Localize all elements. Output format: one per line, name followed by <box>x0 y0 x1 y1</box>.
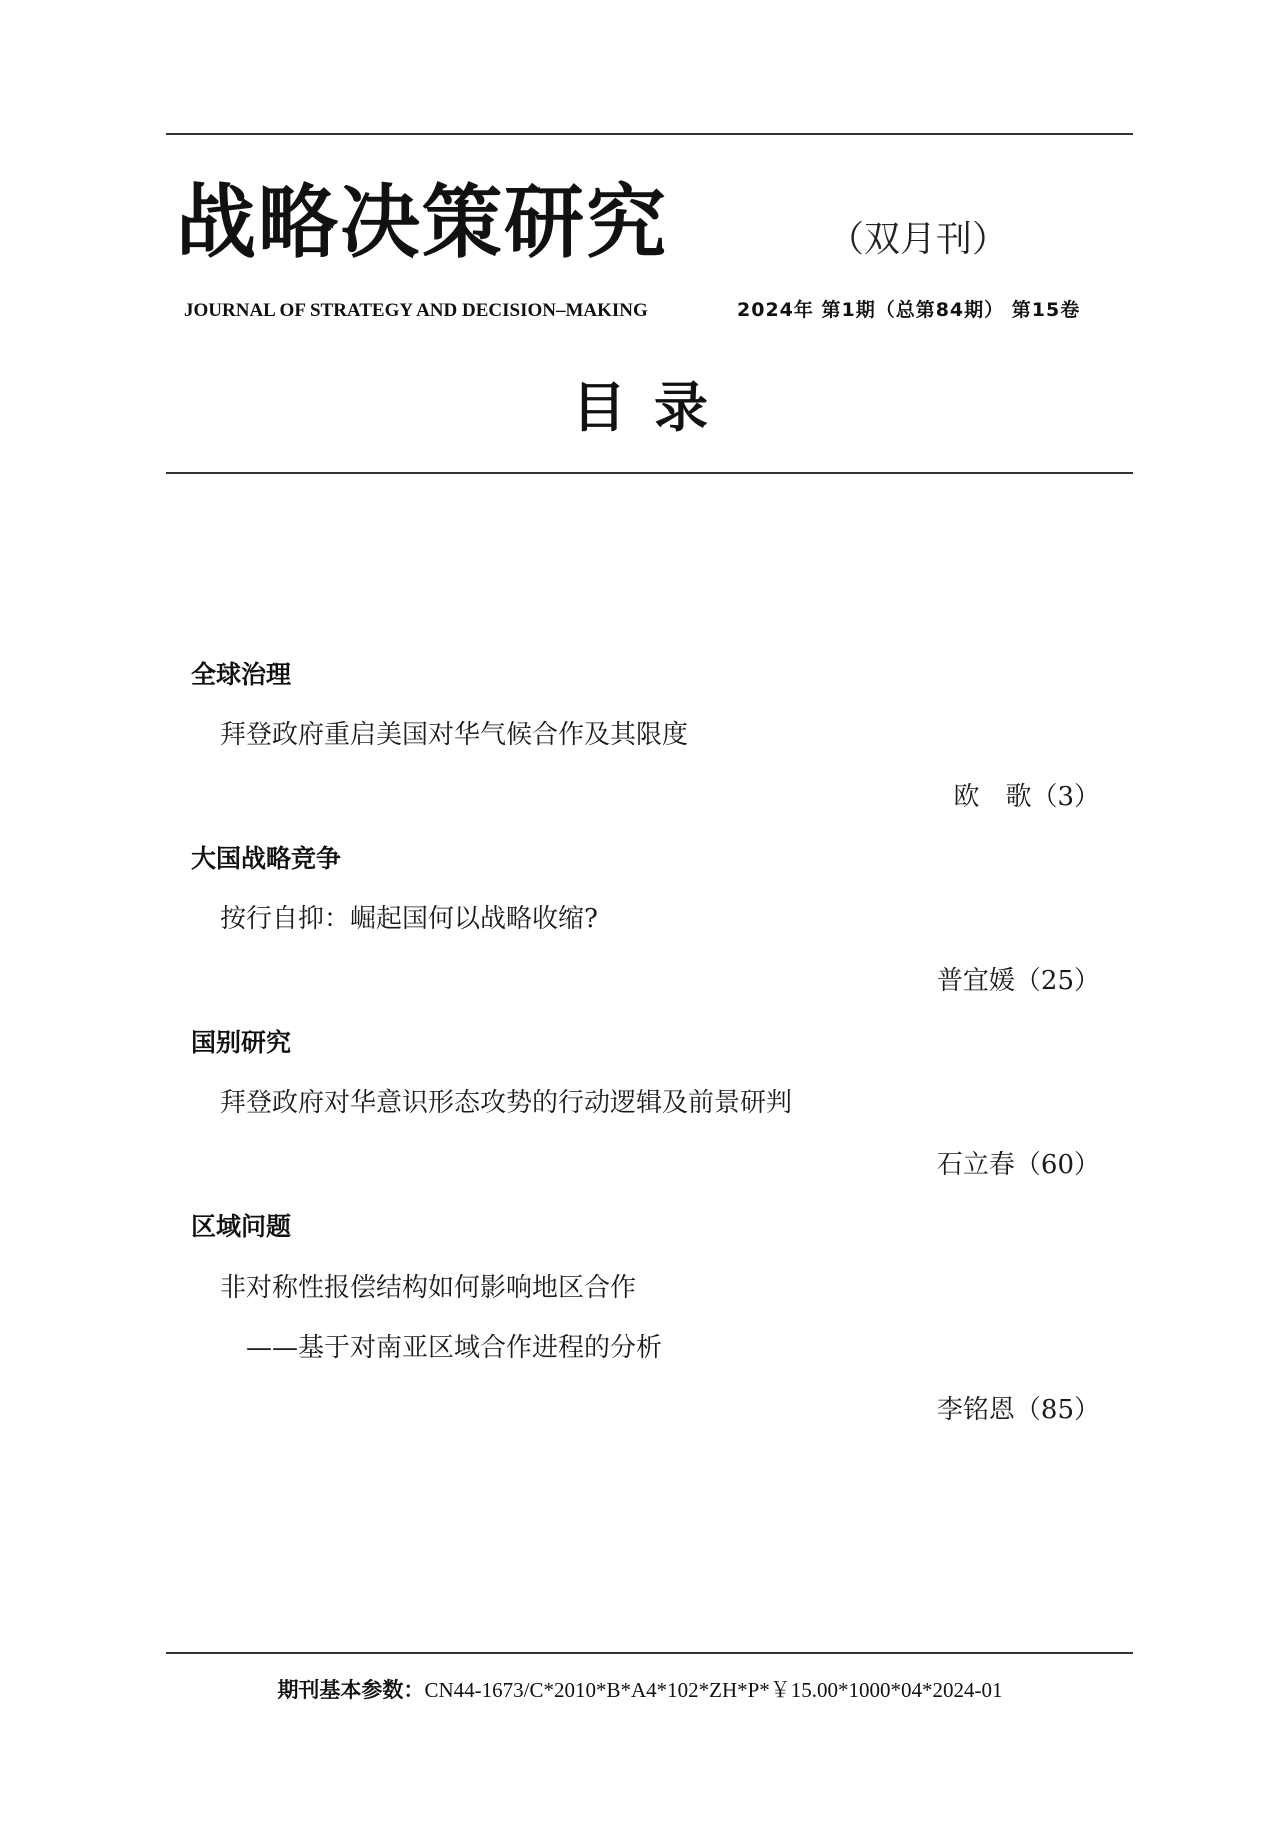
article-author-page: 普宜媛（25） <box>936 966 1100 996</box>
journal-parameters <box>0 1675 1280 1705</box>
header-divider <box>166 472 1133 474</box>
footer-rule <box>166 1652 1133 1654</box>
article-title[interactable]: 非对称性报偿结构如何影响地区合作 <box>220 1273 637 1303</box>
issue-info: 2024年 第1期（总第84期） 第15卷 <box>737 299 1081 321</box>
journal-english-title: JOURNAL OF STRATEGY AND DECISION–MAKING <box>184 300 648 321</box>
section-title: 区域问题 <box>191 1212 292 1241</box>
article-title[interactable]: 按行自抑：崛起国何以战略收缩? <box>220 904 598 934</box>
top-rule <box>166 133 1133 135</box>
section-title: 全球治理 <box>191 660 292 689</box>
journal-parameters-label: 期刊基本参数： <box>277 1678 425 1702</box>
section-title: 大国战略竞争 <box>191 844 342 873</box>
article-author-page: 石立春（60） <box>936 1150 1100 1180</box>
journal-parameters-value: CN44-1673/C*2010*B*A4*102*ZH*P*￥15.00*1000*04*2024-01 <box>424 1678 1003 1702</box>
section-title: 国别研究 <box>191 1028 292 1057</box>
article-title[interactable]: 拜登政府重启美国对华气候合作及其限度 <box>220 720 689 750</box>
table-of-contents-heading: 目录 <box>572 375 736 439</box>
publication-frequency: （双月刊） <box>828 219 1009 260</box>
article-title[interactable]: 拜登政府对华意识形态攻势的行动逻辑及前景研判 <box>220 1088 793 1118</box>
journal-title: 战略决策研究 <box>176 175 668 269</box>
article-subtitle: ——基于对南亚区域合作进程的分析 <box>246 1333 663 1363</box>
article-author-page: 欧 歌（3） <box>953 782 1100 812</box>
article-author-page: 李铭恩（85） <box>936 1395 1100 1425</box>
